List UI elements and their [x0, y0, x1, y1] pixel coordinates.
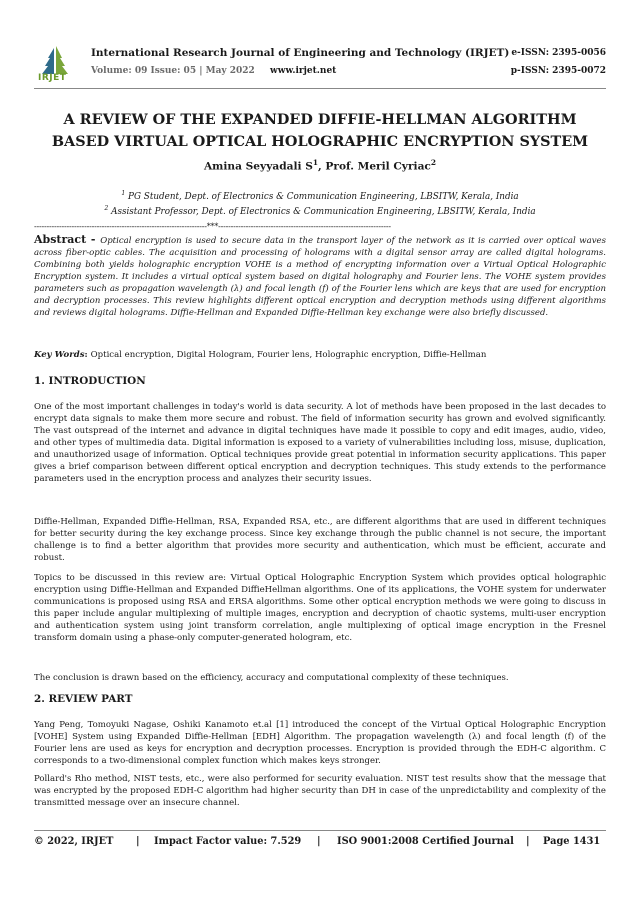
logo-text: IRJET	[38, 73, 67, 83]
footer-iso: ISO 9001:2008 Certified Journal	[337, 836, 514, 847]
affiliation-2	[34, 205, 606, 217]
footer-page-number: Page 1431	[543, 836, 601, 847]
footer-impact-factor: Impact Factor value: 7.529	[154, 836, 302, 847]
author-list	[34, 158, 606, 173]
author-2-affil-mark: 2	[430, 158, 437, 167]
abstract-text: Optical encryption is used to secure data in the transport layer of the network as it is carried over optical waves across fiber-optic cables. The acquisition and processing of holograms with a digital sensor array are called digital holograms. Combining both yields holographic encryption VOHE is a method of encrypting information over a Virtual Optical Holographic Encryption system. It includes a virtual optical system based on digital holography and Fourier lens. The VOHE system provides parameters such as propagation wavelength (λ) and focal length (f) of the Fourier lens which are keys that are used for encryption and decryption processes. This review highlights different optical encryption and decryption methods using different algorithms and reviews digital holograms. Diffie-Hellman and Expanded Diffie-Hellman key exchange were also briefly discussed.	[34, 236, 606, 318]
author-separator: ,	[318, 160, 326, 173]
footer-separator: |	[317, 836, 321, 847]
paper-title	[34, 109, 606, 153]
affiliation-1-text: PG Student, Dept. of Electronics & Communication Engineering, LBSITW, Kerala, India	[125, 191, 519, 202]
title-line-2: BASED VIRTUAL OPTICAL HOLOGRAPHIC ENCRYPTION SYSTEM	[51, 133, 589, 150]
journal-header	[34, 44, 606, 84]
p-issn: p-ISSN: 2395-0072	[510, 66, 606, 76]
footer-copyright: © 2022, IRJET	[34, 836, 114, 847]
keywords-colon: :	[84, 350, 91, 360]
review-paragraph-2: Pollard's Rho method, NIST tests, etc., were also performed for security evaluation. NIST test results show that the message that was encrypted by the proposed EDH-C algorithm had higher security than DH in case of the unpredictability and complexity of the transmitted message over an insecure channel.	[34, 774, 606, 808]
footer-separator: |	[136, 836, 140, 847]
header-divider	[34, 88, 606, 89]
intro-paragraph-4: The conclusion is drawn based on the efficiency, accuracy and computational complexity of these techniques.	[34, 673, 509, 683]
journal-website-link[interactable]: www.irjet.net	[270, 66, 337, 76]
section-heading-introduction: 1. INTRODUCTION	[34, 375, 146, 387]
author-2: Prof. Meril Cyriac	[325, 160, 431, 173]
intro-paragraph-2: Diffie-Hellman, Expanded Diffie-Hellman, RSA, Expanded RSA, etc., are different algorithms that are used in different techniques for better security during the key exchange process. Since key exchange through the public channel is not secure, the important challenge is to find a better algorithm that provides more security and authentication, which must be efficient, accurate and robust.	[34, 517, 606, 563]
footer-separator: |	[526, 836, 530, 847]
keywords	[34, 349, 606, 361]
section-divider: ---------------------------------------------------------------------***---------------------------------------------------------------------	[34, 222, 391, 231]
keywords-text: Optical encryption, Digital Hologram, Fourier lens, Holographic encryption, Diffie-Hellman	[90, 350, 487, 360]
author-1-affil-mark: 1	[312, 158, 319, 167]
keywords-label: Key Words	[34, 350, 85, 360]
section-heading-review: 2. REVIEW PART	[34, 693, 133, 705]
volume-issue: Volume: 09 Issue: 05 | May 2022	[91, 66, 255, 76]
footer-divider	[34, 830, 606, 831]
journal-name: International Research Journal of Engineering and Technology (IRJET)	[91, 47, 510, 59]
affiliation-2-mark: 2	[104, 205, 109, 212]
intro-paragraph-1: One of the most important challenges in today's world is data security. A lot of methods have been proposed in the last decades to encrypt data signals to make them more secure and robust. The field of information security has grown and evolved significantly. The vast outspread of the internet and advance in digital techniques have made it possible to copy and edit images, audio, video, and other types of multimedia data. Digital information is exposed to a variety of vulnerabilities including loss, misuse, duplication, and unauthorized usage of information. Optical techniques provide great potential in information security applications. This paper gives a brief comparison between different optical encryption and decryption techniques. This study extends to the performance parameters used in the encryption process and analyzes their security issues.	[34, 402, 606, 484]
review-paragraph-1: Yang Peng, Tomoyuki Nagase, Oshiki Kanamoto et.al [1] introduced the concept of the Virtual Optical Holographic Encryption [VOHE] System using Expanded Diffie-Hellman [EDH] Algorithm. The propagation wavelength (λ) and focal length (f) of the Fourier lens are used as keys for encryption and decryption processes. Encryption is provided through the EDH-C algorithm. C corresponds to a two-dimensional complex function which makes keys stronger.	[34, 720, 606, 766]
author-1: Amina Seyyadali S	[203, 160, 313, 173]
affiliation-2-text: Assistant Professor, Dept. of Electronics & Communication Engineering, LBSITW, Kerala, India	[108, 206, 536, 217]
title-line-1: A REVIEW OF THE EXPANDED DIFFIE-HELLMAN ALGORITHM	[63, 111, 577, 128]
affiliation-1	[34, 190, 606, 202]
e-issn: e-ISSN: 2395-0056	[511, 48, 606, 58]
intro-paragraph-3: Topics to be discussed in this review are: Virtual Optical Holographic Encryption System which provides optical holographic encryption using Diffie-Hellman and Expanded DiffieHellman algorithms. One of its applications, the VOHE system for underwater communications is proposed using RSA and ERSA algorithms. Some other optical encryption methods we were going to discuss in this paper include angular multiplexing of multiple images, encryption and decryption of chaotic systems, multi-user encryption and authentication system using joint transform correlation, angle multiplexing of optical image encryption in the Fresnel transform domain using a phase-only computer-generated hologram, etc.	[34, 573, 606, 643]
abstract	[34, 234, 606, 319]
abstract-label: Abstract -	[34, 233, 101, 246]
affiliation-1-mark: 1	[121, 190, 126, 197]
